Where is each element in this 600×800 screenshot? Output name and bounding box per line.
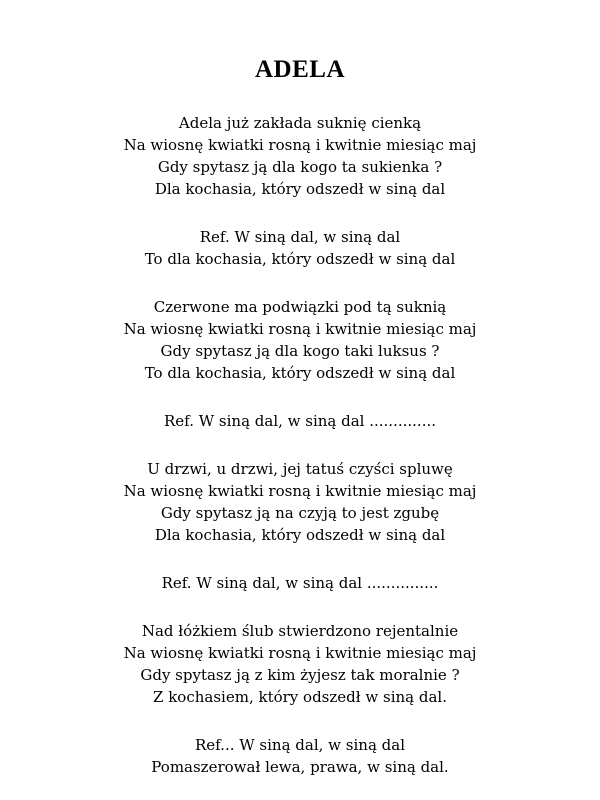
stanza-line: Adela już zakłada suknię cienką [178,114,422,132]
stanza-line: Z kochasiem, który odszedł w siną dal. [153,688,447,706]
refrain-line: Ref... W siną dal, w siną dal [194,736,405,754]
stanza-line: To dla kochasia, który odszedł w siną dal [144,364,456,382]
refrain-2 [0,410,600,432]
stanza-line: Na wiosnę kwiatki rosną i kwitnie miesiąc maj [123,320,477,338]
stanza-line: Na wiosnę kwiatki rosną i kwitnie miesiąc maj [123,644,477,662]
refrain-line: Ref. W siną dal, w siną dal [199,228,401,246]
stanza-2 [0,296,600,384]
refrain-3 [0,572,600,594]
stanza-1 [0,112,600,200]
stanza-line: Nad łóżkiem ślub stwierdzono rejentalnie [141,622,459,640]
stanza-line: Czerwone ma podwiązki pod tą suknią [153,298,447,316]
stanza-line: Dla kochasia, który odszedł w siną dal [154,526,446,544]
stanza-line: Dla kochasia, który odszedł w siną dal [154,180,446,198]
stanza-line: Gdy spytasz ją dla kogo ta sukienka ? [157,158,443,176]
refrain-4 [0,734,600,778]
stanza-3 [0,458,600,546]
page-title: ADELA [254,56,345,83]
stanza-line: Gdy spytasz ją na czyją to jest zgubę [160,504,440,522]
stanza-line: U drzwi, u drzwi, jej tatuś czyści spluwę [147,460,453,478]
refrain-line: Ref. W siną dal, w siną dal .............. [164,412,436,430]
refrain-line: Pomaszerował lewa, prawa, w siną dal. [151,758,449,776]
stanza-4 [0,620,600,708]
stanza-line: Gdy spytasz ją z kim żyjesz tak moralnie ? [140,666,460,684]
stanza-line: Na wiosnę kwiatki rosną i kwitnie miesiąc maj [123,482,477,500]
stanza-line: Gdy spytasz ją dla kogo taki luksus ? [160,342,440,360]
stanza-line: Na wiosnę kwiatki rosną i kwitnie miesiąc maj [123,136,477,154]
refrain-1 [0,226,600,270]
refrain-line: To dla kochasia, który odszedł w siną dal [144,250,456,268]
refrain-line: Ref. W siną dal, w siną dal ............... [161,574,439,592]
